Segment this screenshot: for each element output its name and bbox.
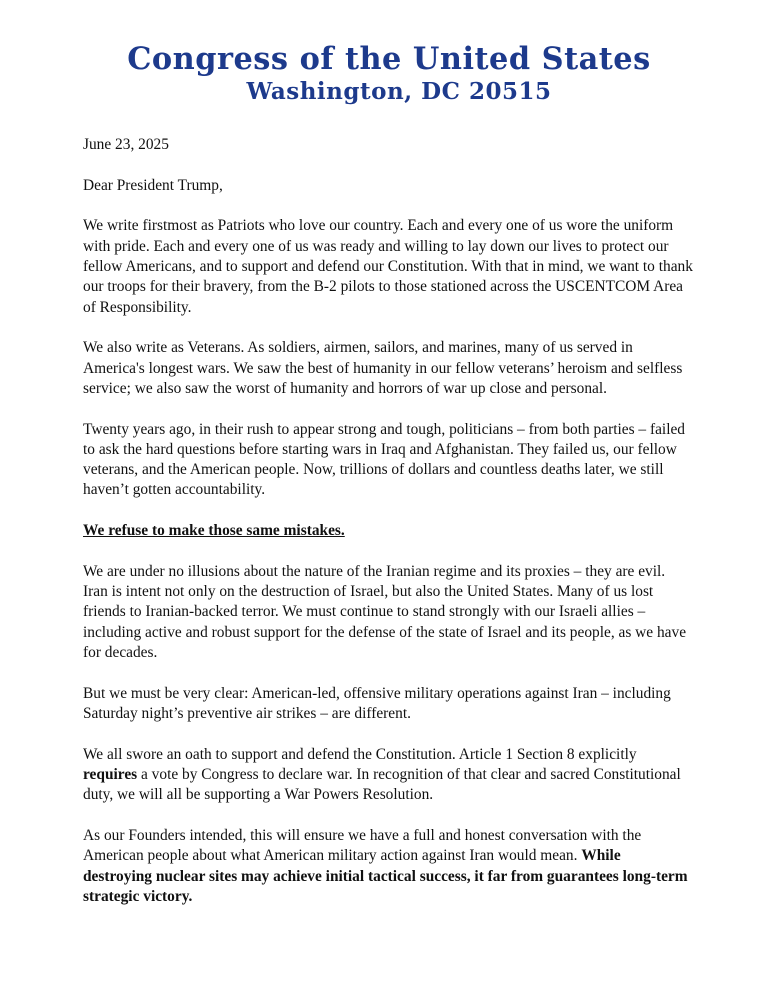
paragraph-founders-text: As our Founders intended, this will ensure we have a full and honest conversation with the American people about what American military action against Iran would mean.	[83, 826, 642, 865]
paragraph-oath	[83, 745, 693, 806]
paragraph-veterans: We also write as Veterans. As soldiers, airmen, sailors, and marines, many of us served in America's longest wars. We saw the best of humanity in our fellow veterans’ heroism and selfless service; we also saw the worst of humanity and horrors of war up close and personal.	[83, 339, 683, 397]
paragraph-oath-bold: requires	[83, 765, 138, 783]
letter-salutation: Dear President Trump,	[83, 176, 223, 194]
letterhead-address: Washington, DC 20515	[246, 78, 552, 105]
paragraph-iran-regime: We are under no illusions about the nature of the Iranian regime and its proxies – they are evil. Iran is intent not only on the destruction of Israel, but also the United States. Many of us lost friends to Iranian-backed terror. We must continue to stand strongly with our Israeli allies – including active and robust support for the defense of the state of Israel and its people, as we have for decades.	[83, 562, 687, 661]
letterhead-title: Congress of the United States	[127, 41, 651, 77]
section-heading	[83, 521, 693, 541]
section-heading-text: We refuse to make those same mistakes.	[83, 522, 345, 540]
letterhead	[0, 40, 778, 106]
paragraph-oath-part2: a vote by Congress to declare war. In recognition of that clear and sacred Constitutional duty, we will all be supporting a War Powers Resolution.	[83, 765, 681, 804]
paragraph-founders	[83, 826, 693, 907]
paragraph-twenty-years: Twenty years ago, in their rush to appear strong and tough, politicians – from both parties – failed to ask the hard questions before starting wars in Iraq and Afghanistan. They failed us, our fellow veterans, and the American people. Now, trillions of dollars and countless deaths later, we still haven’t gotten accountability.	[83, 420, 686, 499]
paragraph-be-clear: But we must be very clear: American-led, offensive military operations against Iran – including Saturday night’s preventive air strikes – are different.	[83, 684, 671, 722]
paragraph-founders-bold: While destroying nuclear sites may achieve initial tactical success, it far from guarantees long-term strategic victory.	[83, 847, 688, 905]
letter-date: June 23, 2025	[83, 136, 169, 153]
letter-body	[83, 135, 693, 928]
paragraph-oath-part1: We all swore an oath to support and defend the Constitution. Article 1 Section 8 explicitly	[83, 745, 637, 763]
paragraph-patriots: We write firstmost as Patriots who love our country. Each and every one of us wore the uniform with pride. Each and every one of us was ready and willing to lay down our lives to protect our fellow Americans, and to support and defend our Constitution. With that in mind, we want to thank our troops for their bravery, from the B-2 pilots to those stationed across the USCENTCOM Area of Responsibility.	[83, 217, 693, 316]
